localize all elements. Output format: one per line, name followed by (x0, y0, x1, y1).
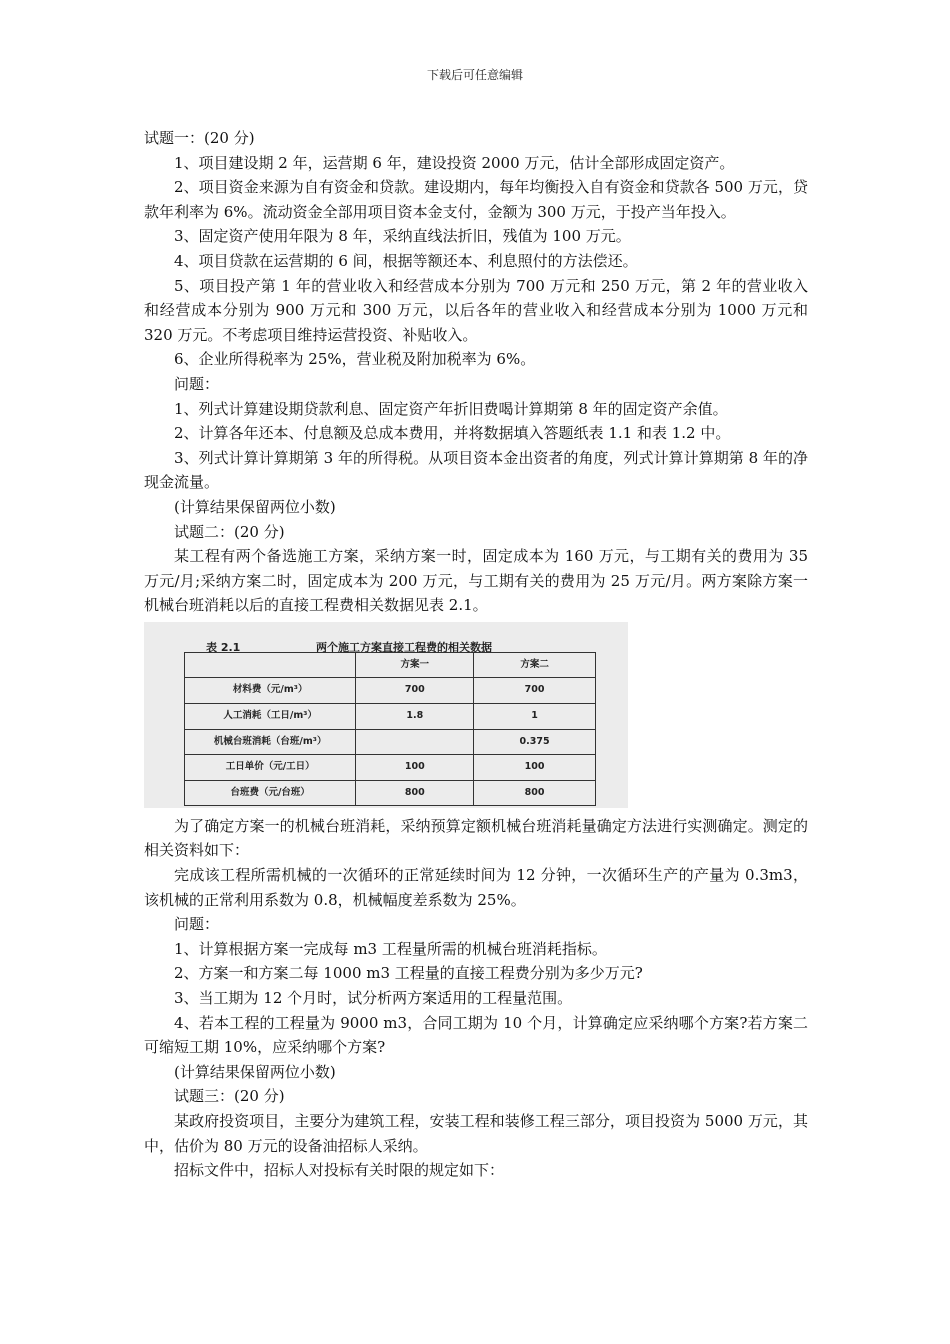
table-cell: 工日单价（元/工日） (185, 755, 356, 781)
table-2-1-figure (144, 622, 628, 808)
table-cell: 1 (474, 704, 596, 730)
paragraph: 4、若本工程的工程量为 9000 m3，合同工期为 10 个月，计算确定应采纳哪个方案?若方案二可缩短工期 10%，应采纳哪个方案? (144, 1013, 808, 1057)
table-cell: 700 (356, 678, 474, 704)
paragraph: 问题： (174, 374, 220, 393)
table-cell: 1.8 (356, 704, 474, 730)
table-header-cell: 方案二 (474, 652, 596, 678)
table-cell: 700 (474, 678, 596, 704)
paragraph: 2、方案一和方案二每 1000 m3 工程量的直接工程费分别为多少万元? (174, 964, 643, 983)
table-cell: 100 (356, 755, 474, 781)
paragraph: 试题一：(20 分) (144, 129, 255, 147)
paragraph: 完成该工程所需机械的一次循环的正常延续时间为 12 分钟，一次循环生产的产量为 0.3m3，该机械的正常利用系数为 0.8，机械幅度差系数为 25%。 (144, 866, 808, 909)
paragraph: 4、项目贷款在运营期的 6 间，根据等额还本、利息照付的方法偿还。 (174, 251, 638, 270)
paragraph: 2、计算各年还本、付息额及总成本费用，并将数据填入答题纸表 1.1 和表 1.2 中。 (174, 424, 731, 443)
table-header-cell (185, 652, 356, 678)
paragraph: 5、项目投产第 1 年的营业收入和经营成本分别为 700 万元和 250 万元，第 2 年的营业收入和经营成本分别为 900 万元和 300 万元，以后各年的营业收入和经营成本分别为 1000 万元和 320 万元。不考虑项目维持运营投资、补贴收入。 (144, 276, 808, 344)
table-header-row (185, 652, 596, 678)
paragraph: 3、当工期为 12 个月时，试分析两方案适用的工程量范围。 (174, 989, 573, 1008)
paragraph: 1、项目建设期 2 年，运营期 6 年，建设投资 2000 万元，估计全部形成固定资产。 (174, 153, 735, 172)
table-title: 两个施工方案直接工程费的相关数据 (316, 640, 492, 654)
paragraph: 问题： (174, 915, 220, 934)
table-cell: 机械台班消耗（台班/m³） (185, 729, 356, 755)
section-question-two-three (144, 814, 808, 1183)
table-row (185, 755, 596, 781)
data-table (184, 652, 596, 807)
table-cell: 材料费（元/m³） (185, 678, 356, 704)
table-header-cell: 方案一 (356, 652, 474, 678)
page-header: 下载后可任意编辑 (426, 68, 523, 82)
table-row (185, 729, 596, 755)
paragraph: 3、固定资产使用年限为 8 年，采纳直线法折旧，残值为 100 万元。 (174, 227, 631, 246)
paragraph: 为了确定方案一的机械台班消耗，采纳预算定额机械台班消耗量确定方法进行实测确定。测定的相关资料如下： (144, 816, 808, 860)
table-cell: 台班费（元/台班） (185, 780, 356, 806)
paragraph: (计算结果保留两位小数) (174, 497, 336, 516)
table-cell: 800 (474, 780, 596, 806)
section-question-one (144, 126, 808, 618)
paragraph: 6、企业所得税率为 25%，营业税及附加税率为 6%。 (174, 350, 536, 369)
paragraph: 招标文件中，招标人对投标有关时限的规定如下： (174, 1161, 505, 1180)
table-row (185, 678, 596, 704)
paragraph: 某政府投资项目，主要分为建筑工程，安装工程和装修工程三部分，项目投资为 5000 万元，其中，估价为 80 万元的设备油招标人采纳。 (144, 1112, 808, 1155)
paragraph: 1、计算根据方案一完成每 m3 工程量所需的机械台班消耗指标。 (174, 939, 607, 958)
table-cell: 100 (474, 755, 596, 781)
table-label: 表 2.1 (206, 640, 241, 654)
table-cell: 人工消耗（工日/m³） (185, 704, 356, 730)
table-cell (356, 729, 474, 755)
table-row (185, 780, 596, 806)
table-cell: 800 (356, 780, 474, 806)
paragraph: 3、列式计算计算期第 3 年的所得税。从项目资本金出资者的角度，列式计算计算期第 8 年的净现金流量。 (144, 448, 808, 492)
paragraph: (计算结果保留两位小数) (174, 1062, 336, 1081)
table-cell: 0.375 (474, 729, 596, 755)
table-row (185, 704, 596, 730)
paragraph: 1、列式计算建设期贷款利息、固定资产年折旧费喝计算期第 8 年的固定资产余值。 (174, 399, 728, 418)
document-body (144, 126, 808, 1183)
paragraph: 试题三：(20 分) (174, 1087, 285, 1106)
paragraph: 某工程有两个备选施工方案，采纳方案一时，固定成本为 160 万元，与工期有关的费用为 35 万元/月;采纳方案二时，固定成本为 200 万元，与工期有关的费用为 25 万元/月。两方案除方案一机械台班消耗以后的直接工程费相关数据见表 2.1。 (144, 547, 808, 615)
paragraph: 试题二：(20 分) (174, 522, 285, 541)
paragraph: 2、项目资金来源为自有资金和贷款。建设期内，每年均衡投入自有资金和贷款各 500 万元，贷款年利率为 6%。流动资金全部用项目资本金支付，金额为 300 万元，于投产当年投入。 (144, 178, 808, 221)
